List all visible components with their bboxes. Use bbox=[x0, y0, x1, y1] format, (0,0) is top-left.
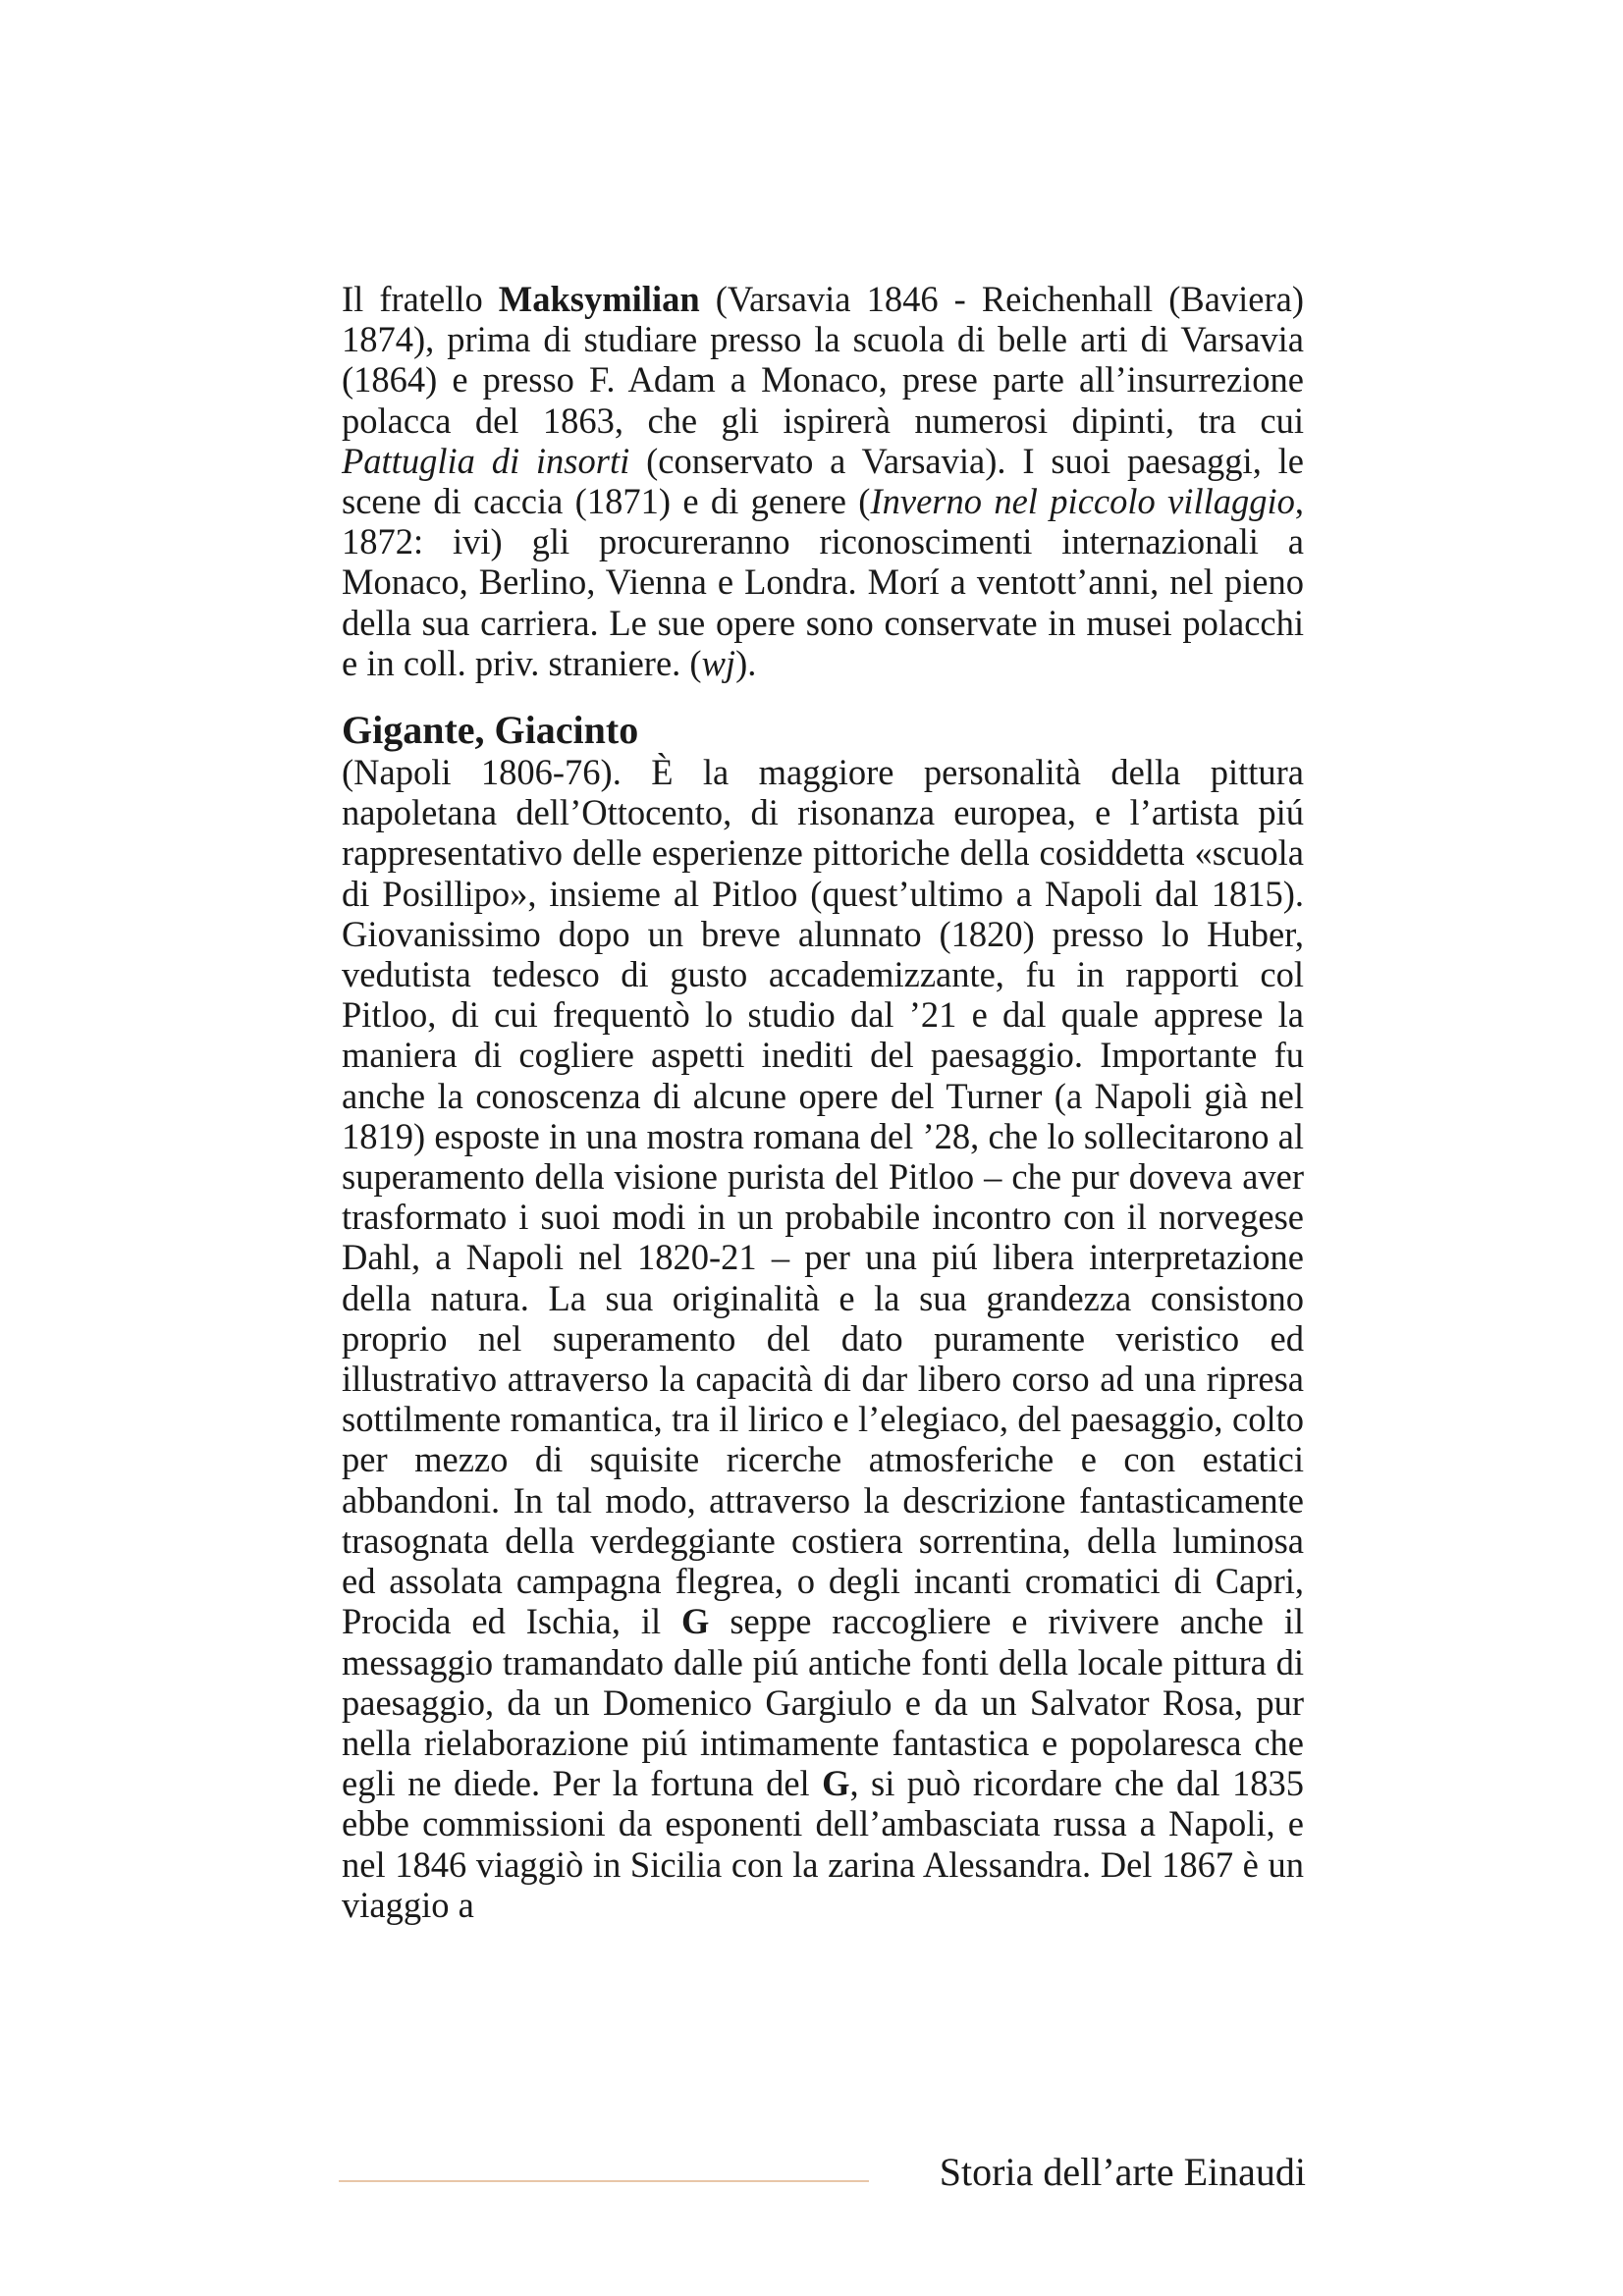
entry-heading: Gigante, Giacinto bbox=[342, 708, 639, 753]
artwork-title: Inverno nel piccolo villaggio bbox=[870, 481, 1295, 522]
page-content bbox=[342, 279, 1304, 1925]
body-text: (Varsavia 1846 - Reichenhall (Baviera) 1874), prima di studiare presso la scuola di belle arti di Varsavia (1864) e presso F. Adam a Monaco, prese parte all’insurrezione polacca del 1863, che gli ispirerà numerosi dipinti, tra cui bbox=[342, 279, 1304, 441]
artwork-title: Pattuglia di insorti bbox=[342, 440, 630, 481]
entry-abbreviation: G bbox=[681, 1601, 710, 1642]
body-text: ). bbox=[735, 642, 757, 683]
person-name: Maksymilian bbox=[498, 279, 700, 319]
intro-text: Il fratello bbox=[342, 279, 499, 319]
body-text: , 1872: ivi) gli procureranno riconoscimenti internazionali a Monaco, Berlino, Vienna e Londra. Morí a ventott’anni, nel pieno della sua carriera. Le sue opere sono conservate in musei polacchi e in coll. priv. straniere. ( bbox=[342, 481, 1304, 683]
entry-abbreviation: G bbox=[822, 1763, 850, 1804]
footer-rule bbox=[339, 2180, 869, 2182]
body-text: (Napoli 1806-76). È la maggiore personalità della pittura napoletana dell’Ottocento, di risonanza europea, e l’artista piú rappresentativo delle esperienze pittoriche della cosiddetta «scuola di Posillipo», insieme al Pitloo (quest’ultimo a Napoli dal 1815). Giovanissimo dopo un breve alunnato (1820) presso lo Huber, vedutista tedesco di gusto accademizzante, fu in rapporti col Pitloo, di cui frequentò lo studio dal ’21 e dal quale apprese la maniera di cogliere aspetti inediti del paesaggio. Importante fu anche la conoscenza di alcune opere del Turner (a Napoli già nel 1819) esposte in una mostra romana del ’28, che lo sollecitarono al superamento della visione purista del Pitloo – che pur doveva aver trasformato i suoi modi in un probabile incontro con il norvegese Dahl, a Napoli nel 1820-21 – per una piú libera interpretazione della natura. La sua originalità e la sua grandezza consistono proprio nel superamento del dato puramente veristico ed illustrativo attraverso la capacità di dar libero corso ad una ripresa sottilmente romantica, tra il lirico e l’elegiaco, del paesaggio, colto per mezzo di squisite ricerche atmosferiche e con estatici abbandoni. In tal modo, attraverso la descrizione fantasticamente trasognata della verdeggiante costiera sorrentina, della luminosa ed assolata campagna flegrea, o degli incanti cromatici di Capri, Procida ed Ischia, il bbox=[342, 752, 1304, 1642]
body-text: seppe raccogliere e rivivere anche il messaggio tramandato dalle piú antiche fonti della locale pittura di paesaggio, da un Domenico Gargiulo e da un Salvator Rosa, pur nella rielaborazione piú intimamente fantastica e popolaresca che egli ne diede. Per la fortuna del bbox=[342, 1601, 1304, 1804]
author-initials: wj bbox=[701, 642, 736, 683]
footer-title: Storia dell’arte Einaudi bbox=[939, 2150, 1306, 2194]
entry-body-paragraph bbox=[342, 752, 1304, 1925]
entry-continuation-paragraph bbox=[342, 279, 1304, 683]
page-footer bbox=[339, 2145, 1306, 2204]
body-text: (conservato a Varsavia). I suoi paesaggi, le scene di caccia (1871) e di genere ( bbox=[342, 440, 1304, 522]
body-text: , si può ricordare che dal 1835 ebbe commissioni da esponenti dell’ambasciata russa a Napoli, e nel 1846 viaggiò in Sicilia con la zarina Alessandra. Del 1867 è un viaggio a bbox=[342, 1763, 1304, 1925]
